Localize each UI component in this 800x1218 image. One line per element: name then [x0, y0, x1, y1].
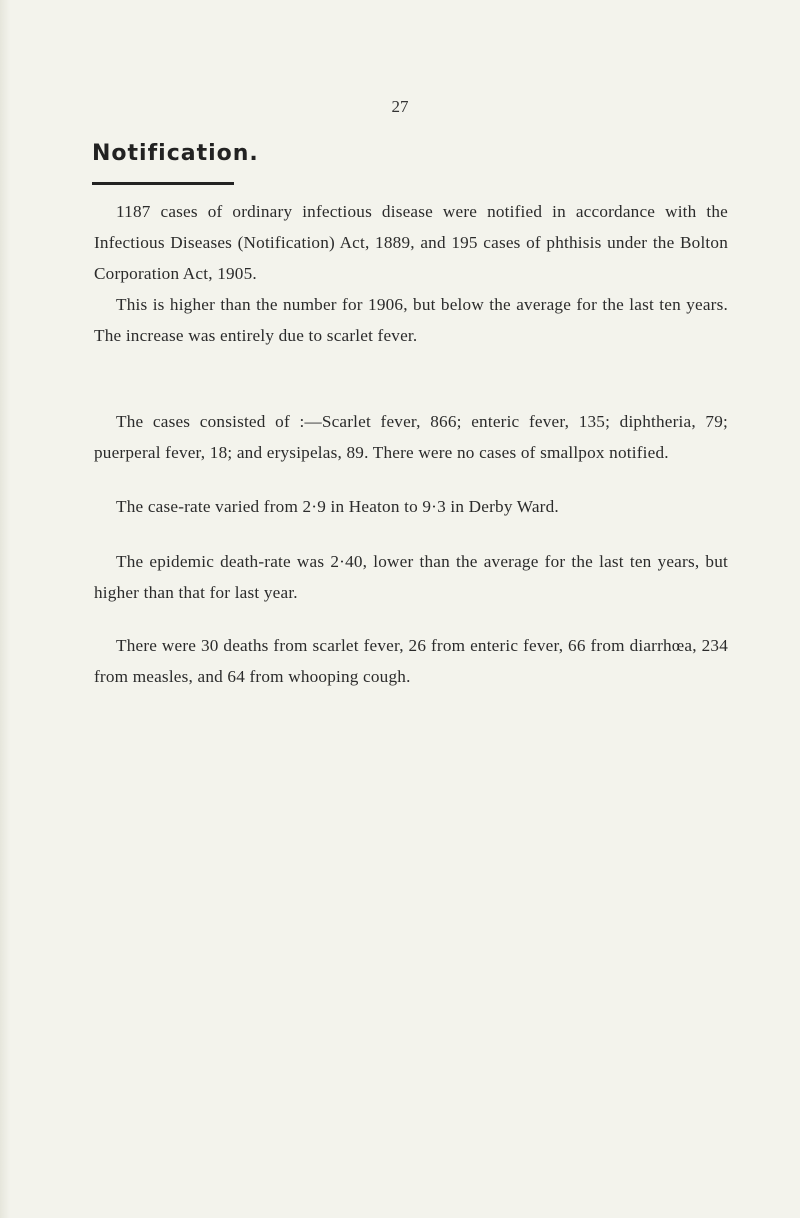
- heading-underline: [92, 182, 234, 185]
- paragraph: [94, 630, 728, 692]
- page-edge: [0, 0, 10, 1218]
- paragraph: [94, 196, 728, 289]
- paragraph: [94, 289, 728, 351]
- paragraph-text: The epidemic death-rate was 2·40, lower than the average for the last ten years, but higher than that for last year.: [94, 552, 728, 602]
- paragraph-text: There were 30 deaths from scarlet fever, 26 from enteric fever, 66 from diarrhœa, 234 from measles, and 64 from whooping cough.: [94, 636, 728, 686]
- paragraph-text: The cases consisted of :—Scarlet fever, 866; enteric fever, 135; diphtheria, 79; puerperal fever, 18; and erysipelas, 89. There were no cases of smallpox notified.: [94, 412, 728, 462]
- paragraph-text: This is higher than the number for 1906, but below the average for the last ten years. The increase was entirely due to scarlet fever.: [94, 295, 728, 345]
- page-number: 27: [391, 97, 409, 116]
- paragraph-text: The case-rate varied from 2·9 in Heaton to 9·3 in Derby Ward.: [116, 497, 559, 516]
- paragraph: [94, 491, 728, 522]
- paragraph: [94, 406, 728, 468]
- section-heading: Notification.: [92, 141, 259, 166]
- paragraph: [94, 546, 728, 608]
- paragraph-text: 1187 cases of ordinary infectious disease were notified in accordance with the Infectious Diseases (Notification) Act, 1889, and 195 cases of phthisis under the Bolton Corporation Act, 1905.: [94, 202, 728, 283]
